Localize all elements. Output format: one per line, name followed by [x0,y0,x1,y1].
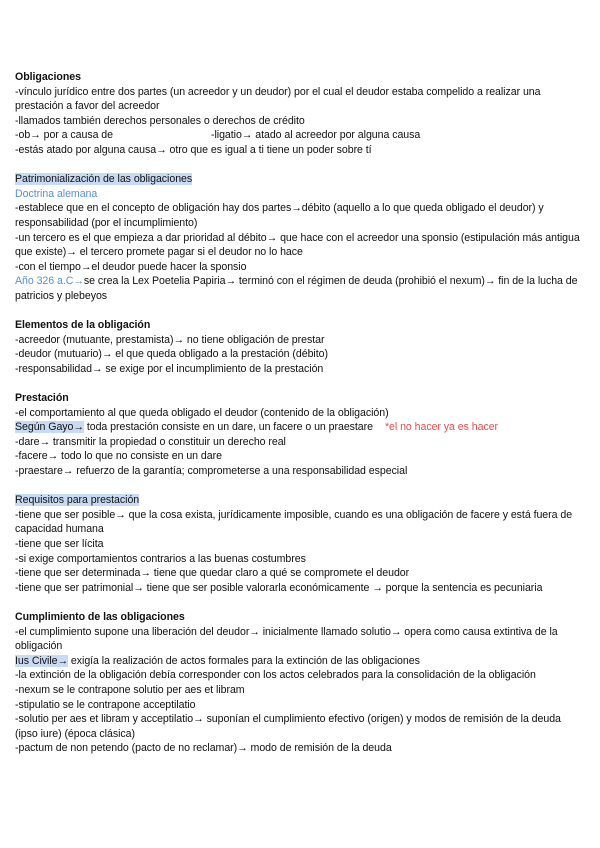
text-line: -el comportamiento al que queda obligado el deudor (contenido de la obligación) [15,406,389,419]
text-line: -si exige comportamientos contrarios a las buenas costumbres [15,552,306,565]
text-line: -praestare→ refuerzo de la garantía; comprometerse a una responsabilidad especial [15,465,408,478]
text-line: -el cumplimiento supone una liberación del deudor→ inicialmente llamado solutio→ opera como causa extintiva de la obligación [15,625,558,653]
text-line: -responsabilidad→ se exige por el incumplimiento de la prestación [15,362,324,375]
text-segment: exigía la realización de actos formales para la extinción de las obligaciones [68,654,420,667]
text-line: -solutio per aes et libram y acceptilatio→ suponían el cumplimiento efectivo (origen) y modos de remisión de la deuda (ipso iure) (época clásica) [15,713,561,740]
heading-elementos: Elementos de la obligación [15,319,151,332]
text-line: -tiene que ser determinada→ tiene que quedar claro a qué se compromete el deudor [15,567,410,580]
heading-patrimonializacion [15,172,585,187]
text-line: -dare→ transmitir la propiedad o constituir un derecho real [15,435,286,448]
heading-cumplimiento: Cumplimiento de las obligaciones [15,610,185,623]
heading-prestacion: Prestación [15,392,69,405]
text-line: -pactum de non petendo (pacto de no reclamar)→ modo de remisión de la deuda [15,742,392,755]
highlight: Patrimonialización de las obligaciones [15,173,193,186]
year-label: Año 326 a.C→ [15,275,84,288]
text-line: -deudor (mutuario)→ el que queda obligado a la prestación (débito) [15,348,328,361]
text-line: -tiene que ser patrimonial→ tiene que ser posible valorarla económicamente → porque la sentencia es pecuniaria [15,581,543,594]
text-line: -stipulatio se le contrapone acceptilatio [15,698,196,711]
text-line [15,420,585,435]
text-line: -tiene que ser posible→ que la cosa exista, jurídicamente imposible, cuando es una obligación de facere y está fuera de capacidad humana [15,508,573,536]
text-segment: toda prestación consiste en un dare, un facere o un praestare [83,421,373,434]
highlight: Según Gayo→ [15,421,84,434]
text-line: -estás atado por alguna causa→ otro que es igual a ti tiene un poder sobre tí [15,143,372,156]
text-line [15,128,585,143]
text-line: -con el tiempo→el deudor puede hacer la sponsio [15,260,247,273]
text-line: -establece que en el concepto de obligación hay dos partes→débito (aquello a lo que queda obligado el deudor) y responsabilidad (por el incumplimiento) [15,202,544,229]
text-line: -un tercero es el que empieza a dar prioridad al débito→ que hace con el acreedor una sponsio (estipulación más antigua que existe)→ el tercero promete pagar si el deudor no lo hace [15,231,580,259]
text-line: -facere→ todo lo que no consiste en un dare [15,450,222,463]
ob-definition: -ob→ por a causa de [15,129,113,142]
text-line [15,654,585,669]
text-line [15,274,585,303]
text-line: -llamados también derechos personales o derechos de crédito [15,114,305,127]
highlight: Requisitos para prestación [15,494,140,507]
text-line: -acreedor (mutuante, prestamista)→ no tiene obligación de prestar [15,333,325,346]
highlight: Ius Civile→ [15,654,69,667]
document-content [15,70,585,756]
text-segment: se crea la Lex Poetelia Papiria→ terminó con el régimen de deuda (prohibió el nexum)→ fin de la lucha de patricios y plebeyos [15,275,578,302]
subheading-doctrina: Doctrina alemana [15,187,98,200]
heading-obligaciones: Obligaciones [15,71,81,83]
ligatio-definition: -ligatio→ atado al acreedor por alguna causa [211,129,421,142]
text-line: -vínculo jurídico entre dos partes (un acreedor y un deudor) por el cual el deudor estaba compelido a realizar una prestación a favor del acreedor [15,85,541,113]
text-line: -la extinción de la obligación debía corresponder con los actos celebrados para la consolidación de la obligación [15,669,536,682]
annotation-note: *el no hacer ya es hacer [384,421,499,434]
text-line: -tiene que ser lícita [15,538,104,550]
text-line: -nexum se le contrapone solutio per aes et libram [15,683,245,696]
heading-requisitos [15,493,585,508]
